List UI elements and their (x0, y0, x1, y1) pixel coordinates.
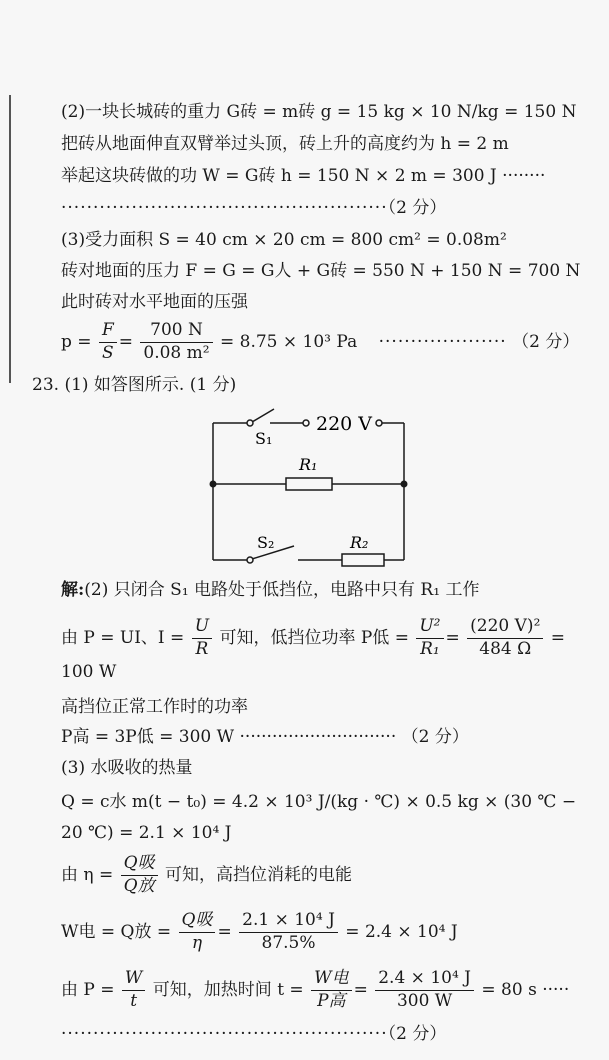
frac-den: S (102, 342, 114, 363)
frac-num: Q吸 (121, 855, 158, 876)
formula-text: = 2.4 × 10⁴ J (345, 921, 458, 942)
frac-den: t (130, 990, 138, 1011)
part2-score-line (61, 200, 446, 217)
fraction-24e4-over-300 (375, 970, 474, 1011)
score: （2 分） (387, 1024, 447, 1044)
q23-heading: 23. (1) 如答图所示. (1 分) (32, 375, 237, 395)
resistor-r1 (286, 478, 332, 490)
formula-text: 可知，高挡位消耗的电能 (165, 864, 352, 885)
line-p-high (61, 729, 469, 746)
circuit-diagram (200, 400, 420, 570)
label-voltage: 220 V (316, 413, 373, 435)
fraction-w-over-t (122, 970, 145, 1011)
resistor-r2 (342, 554, 384, 566)
part2-line3: 举起这块砖做的功 W = G砖 h = 150 N × 2 m = 300 J ········ (61, 166, 546, 186)
formula-text: 可知，加热时间 t = (152, 979, 304, 1000)
terminal-left (303, 420, 309, 426)
frac-den: 484 Ω (479, 638, 532, 659)
label-r2: R₂ (350, 533, 369, 552)
score: （2 分） (387, 198, 447, 218)
frac-den: η (191, 932, 203, 953)
p-lhs: p = (61, 331, 92, 352)
terminal-right (376, 420, 382, 426)
leader-dots: ···················· (378, 331, 507, 352)
fraction-u2-over-r1 (416, 618, 443, 659)
frac-num: W (122, 970, 145, 991)
fraction-700-over-008 (140, 322, 212, 363)
jie-text: (2) 只闭合 S₁ 电路处于低挡位，电路中只有 R₁ 工作 (84, 580, 480, 600)
efficiency-formula (61, 855, 352, 896)
part2-line2: 把砖从地面伸直双臂举过头顶，砖上升的高度约为 h = 2 m (61, 134, 509, 154)
switch-s2-pivot (247, 557, 253, 563)
formula-text: 由 η = (61, 864, 114, 885)
frac-den: Q放 (123, 875, 155, 896)
frac-num: 2.4 × 10⁴ J (375, 970, 474, 991)
line-heat2: 20 ℃) = 2.1 × 10⁴ J (61, 823, 232, 843)
label-r1: R₁ (299, 455, 318, 474)
line-high-power: 高挡位正常工作时的功率 (61, 697, 248, 717)
frac-num: U (192, 618, 212, 639)
part2-line1: (2)一块长城砖的重力 G砖 = m砖 g = 15 kg × 10 N/kg = 150 N (61, 102, 577, 122)
fraction-u-over-r (192, 618, 212, 659)
frac-den: R₁ (420, 638, 440, 659)
pressure-formula: p = $\frac{F}{S}$ = $\frac{700 N}{\text{0.08 m²}}$ = 8.75 × 10³ Pa ···················· （2 分） (61, 320, 580, 363)
switch-s1-lever (252, 409, 274, 422)
fraction-21e4-over-875 (239, 912, 338, 953)
part3-line2: 砖对地面的压力 F = G = G人 + G砖 = 550 N + 150 N = 700 N (61, 261, 581, 281)
score: （2 分） (401, 727, 469, 747)
final-score-line (61, 1026, 446, 1043)
p-result: = 8.75 × 10³ Pa (220, 331, 358, 352)
label-s2: S₂ (257, 533, 275, 552)
frac-num: 2.1 × 10⁴ J (239, 912, 338, 933)
power-formula: 由 P = UI、I = $\frac{U}{R}$ 可知，低挡位功率 P低 = $\frac{\text{U²}}{\text{R₁}}$ = $\frac{\text{(220 V)²}}{484 \Omega}$ = (61, 616, 566, 659)
frac-den: 87.5% (261, 932, 316, 953)
junction-right (401, 481, 408, 488)
line-q3: (3) 水吸收的热量 (61, 758, 193, 778)
fraction-f-over-s (99, 322, 117, 363)
score: （2 分） (512, 331, 580, 352)
frac-den: 0.08 m² (143, 342, 210, 363)
fraction-220-over-484 (467, 618, 543, 659)
junction-left (210, 481, 217, 488)
part3-line3: 此时砖对水平地面的压强 (61, 292, 248, 312)
frac-num: (220 V)² (467, 618, 543, 639)
formula-text: = (550, 627, 566, 648)
frac-num: Q吸 (179, 912, 216, 933)
frac-num: F (99, 322, 117, 343)
margin-rule (9, 95, 11, 383)
jie-label: 解: (61, 580, 85, 600)
formula-text: 可知，低挡位功率 P低 = (219, 627, 409, 648)
formula-text: W电 = Q放 = (61, 921, 172, 942)
formula-text: = 80 s ····· (481, 979, 570, 1000)
fraction-qabs-over-qrel (121, 855, 158, 896)
line-heat1: Q = c水 m(t − t₀) = 4.2 × 10³ J/(kg · ℃) × 0.5 kg × (30 ℃ − (61, 792, 577, 812)
energy-formula: W电 = Q放 = $\frac{\text{Q吸}}{\eta}$ = $\frac{\text{2.1 × 10⁴ J}}{87.5\%}$ = 2.4 × 10⁴ J (61, 910, 458, 953)
leader-dots: ··················································· (61, 1024, 388, 1044)
frac-den: P高 (317, 990, 346, 1011)
formula-text: 由 P = UI、I = (61, 627, 185, 648)
frac-num: U² (416, 618, 443, 639)
leader-dots: ··················································· (61, 198, 388, 218)
frac-num: W电 (311, 970, 351, 991)
frac-den: R (195, 638, 209, 659)
label-s1: S₁ (255, 429, 273, 448)
frac-num: 700 N (140, 322, 212, 343)
fraction-qabs-over-eta (179, 912, 216, 953)
frac-den: 300 W (396, 990, 453, 1011)
line-100w: 100 W (61, 662, 117, 682)
fraction-we-over-phigh (311, 970, 351, 1011)
part3-line1: (3)受力面积 S = 40 cm × 20 cm = 800 cm² = 0.08m² (61, 230, 507, 250)
solution-line1 (61, 582, 479, 599)
switch-s1-pivot (247, 420, 253, 426)
time-formula: 由 P = $\frac{W}{t}$ 可知，加热时间 t = $\frac{\text{W电}}{\text{P高}}$ = $\frac{\text{2.4 × 10⁴ J}}{300 W}$ = 80 s ····· (61, 968, 570, 1011)
formula-text: P高 = 3P低 = 300 W ····························· (61, 727, 397, 747)
formula-text: 由 P = (61, 979, 115, 1000)
